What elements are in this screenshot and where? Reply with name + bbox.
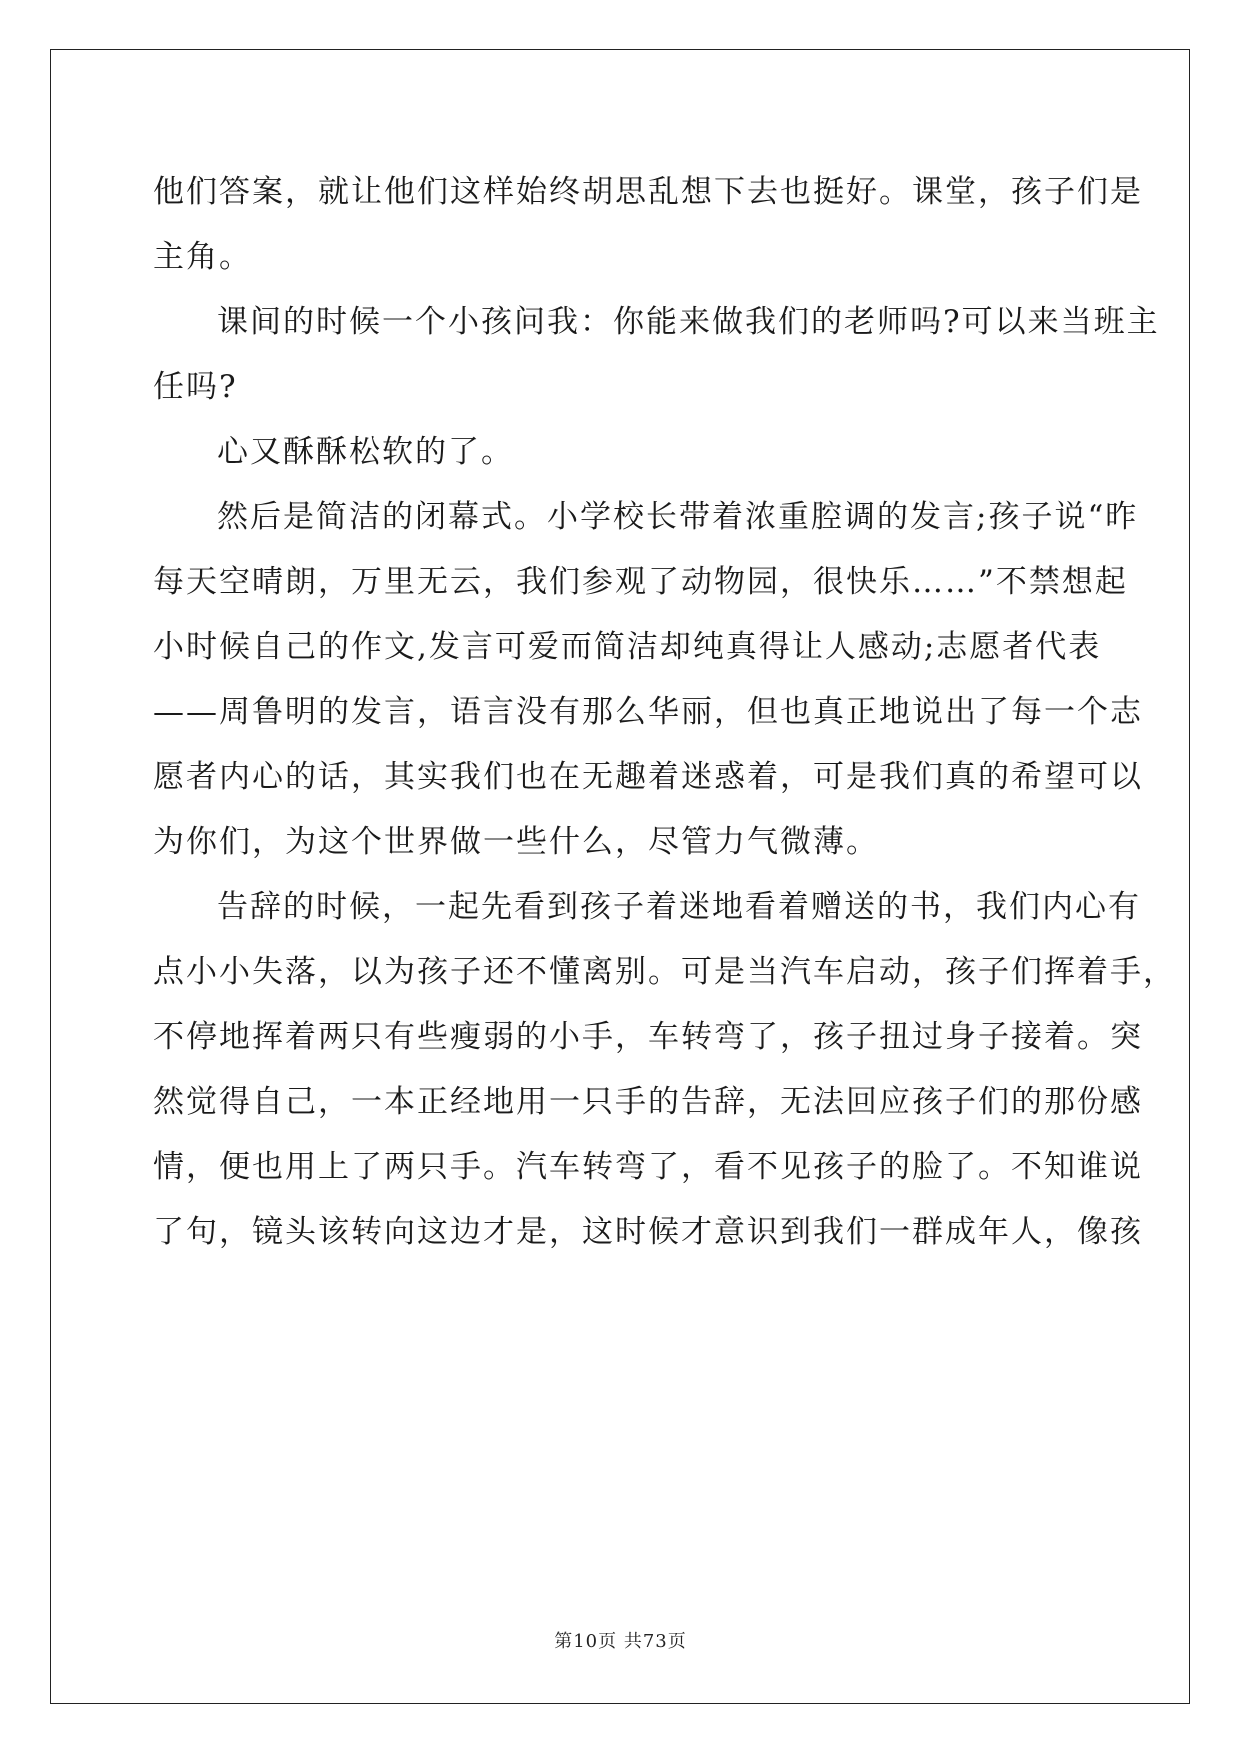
text-line: 点小小失落，以为孩子还不懂离别。可是当汽车启动，孩子们挥着手， <box>153 954 1176 990</box>
text-line: 课间的时候一个小孩问我：你能来做我们的老师吗?可以来当班主 <box>217 304 1160 340</box>
text-line: 每天空晴朗，万里无云，我们参观了动物园，很快乐……”不禁想起 <box>153 564 1128 600</box>
text-line: 然觉得自己，一本正经地用一只手的告辞，无法回应孩子们的那份感 <box>153 1084 1143 1120</box>
text-line: 了句，镜头该转向这边才是，这时候才意识到我们一群成年人，像孩 <box>153 1214 1143 1250</box>
text-line: 主角。 <box>153 239 252 275</box>
text-line: 愿者内心的话，其实我们也在无趣着迷惑着，可是我们真的希望可以 <box>153 759 1143 795</box>
text-line: 然后是简洁的闭幕式。小学校长带着浓重腔调的发言;孩子说“昨 <box>217 499 1139 535</box>
body-text <box>153 160 1176 1265</box>
page-footer: 第10页 共73页 <box>554 1631 687 1652</box>
text-line: ——周鲁明的发言，语言没有那么华丽，但也真正地说出了每一个志 <box>153 694 1143 730</box>
text-line: 告辞的时候，一起先看到孩子着迷地看着赠送的书，我们内心有 <box>217 889 1141 925</box>
text-line: 任吗? <box>153 369 238 405</box>
text-line: 小时候自己的作文,发言可爱而简洁却纯真得让人感动;志愿者代表 <box>153 629 1102 665</box>
text-line: 为你们，为这个世界做一些什么，尽管力气微薄。 <box>153 824 879 860</box>
text-line: 心又酥酥松软的了。 <box>217 434 514 470</box>
text-line: 不停地挥着两只有些瘦弱的小手，车转弯了，孩子扭过身子接着。突 <box>153 1019 1143 1055</box>
text-line: 他们答案，就让他们这样始终胡思乱想下去也挺好。课堂，孩子们是 <box>153 174 1143 210</box>
text-line: 情，便也用上了两只手。汽车转弯了，看不见孩子的脸了。不知谁说 <box>153 1149 1143 1185</box>
